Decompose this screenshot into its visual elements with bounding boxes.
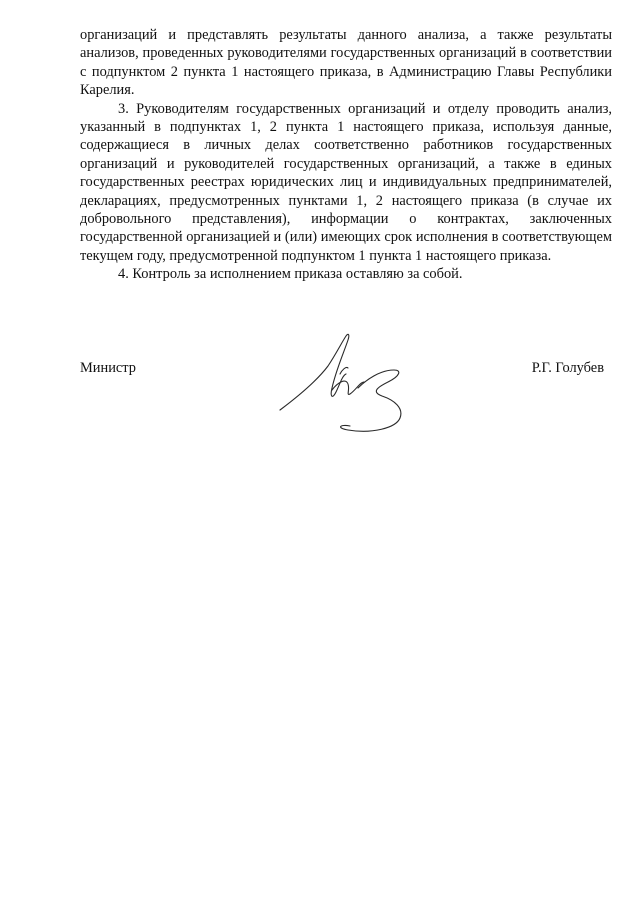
handwritten-signature-icon (276, 330, 410, 438)
paragraph-continuation: организаций и представлять результаты данного анализа, а также результаты анализов, проведенных руководителями государственных организаций в соответствии с подпунктом 2 пункта 1 настоящего приказа, в Администрацию Главы Республики Карелия. (80, 27, 612, 99)
signatory-name: Р.Г. Голубев (531, 360, 604, 376)
paragraph-item-4: 4. Контроль за исполнением приказа оставляю за собой. (118, 266, 463, 283)
document-body (80, 26, 612, 284)
signatory-title: Министр (80, 360, 136, 376)
paragraph-item-3: 3. Руководителям государственных организаций и отделу проводить анализ, указанный в подпунктах 1, 2 пункта 1 настоящего приказа, используя данные, содержащиеся в личных делах соответственно работников государственных организаций и руководителей государственных организаций, а также в единых государственных реестрах юридических лиц и индивидуальных предпринимателей, декларациях, предусмотренных пунктами 1, 2 настоящего приказа (в случае их добровольного представления), информации о контрактах, заключенных государственной организацией и (или) имеющих срок исполнения в соответствующем текущем году, предусмотренной подпунктом 1 пункта 1 настоящего приказа. (80, 100, 612, 264)
